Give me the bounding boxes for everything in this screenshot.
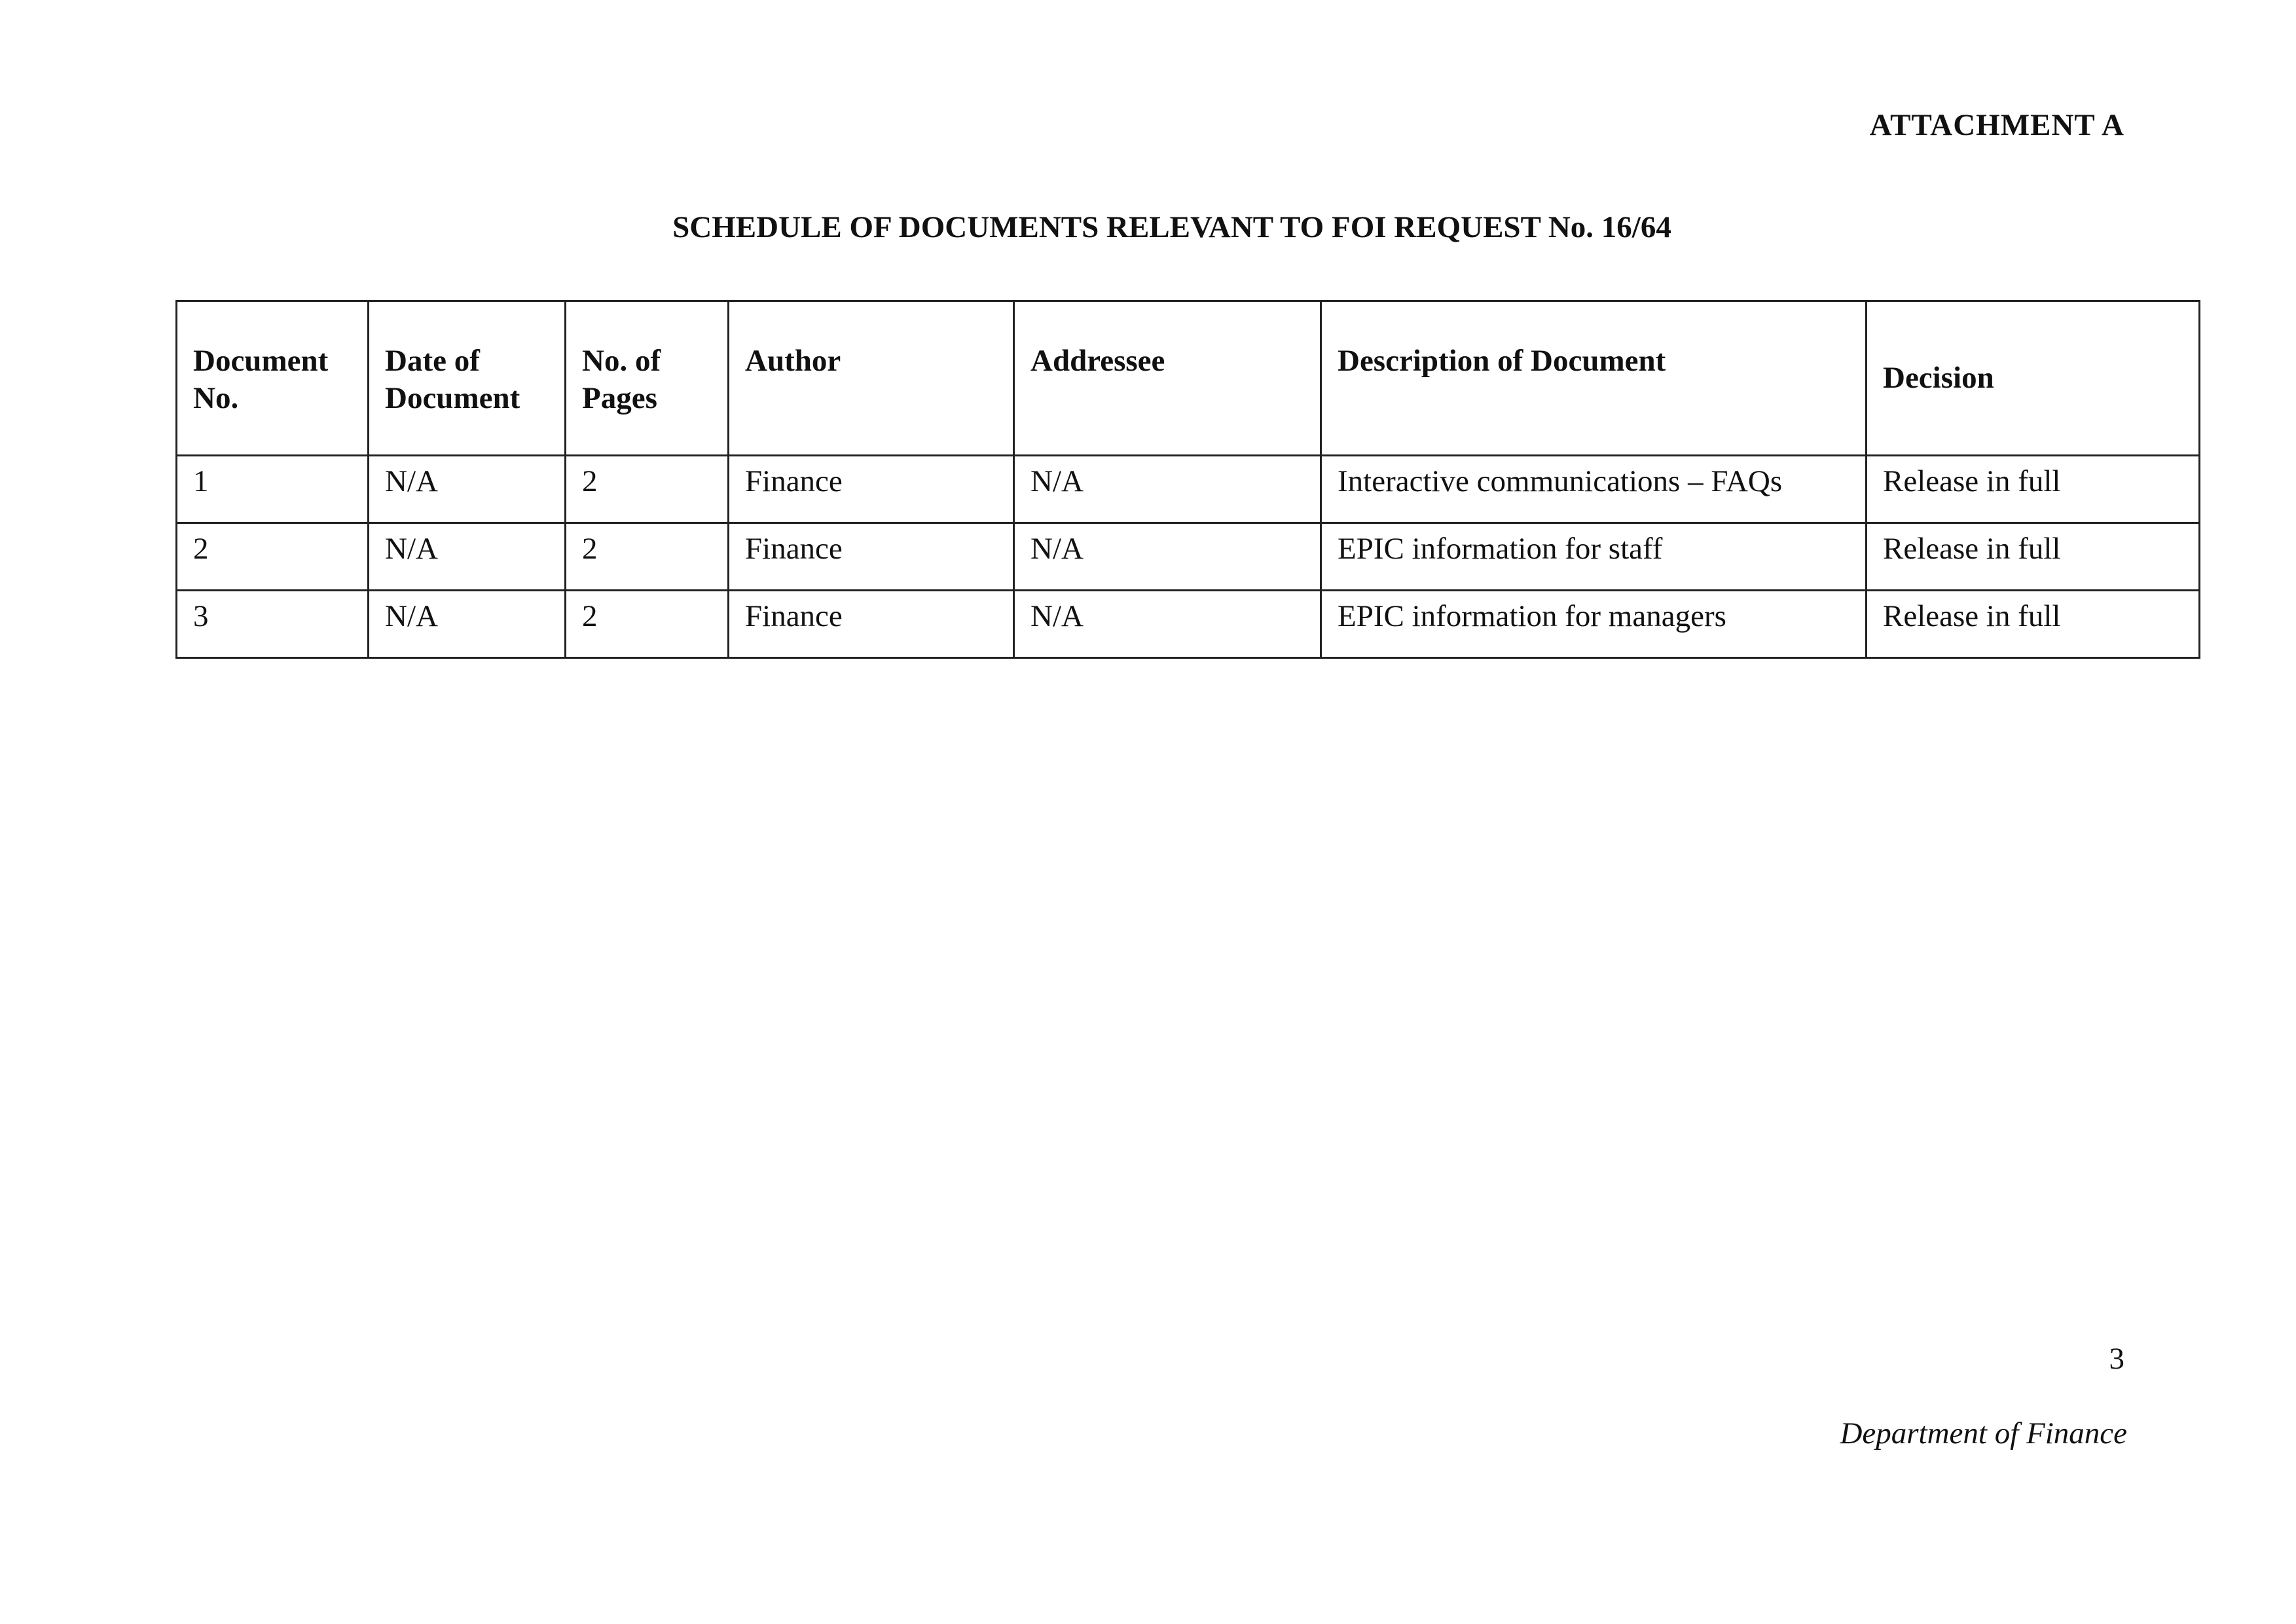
column-header-description: Description of Document xyxy=(1321,301,1867,456)
cell-decision: Release in full xyxy=(1867,591,2200,658)
cell-addressee: N/A xyxy=(1014,523,1321,591)
cell-pages: 2 xyxy=(566,456,729,523)
cell-description: Interactive communications – FAQs xyxy=(1321,456,1867,523)
department-footer: Department of Finance xyxy=(1840,1416,2127,1450)
cell-description: EPIC information for managers xyxy=(1321,591,1867,658)
cell-decision: Release in full xyxy=(1867,523,2200,591)
page-number: 3 xyxy=(2109,1342,2124,1376)
column-header-date-of-document: Date of Document xyxy=(369,301,566,456)
cell-author: Finance xyxy=(729,523,1014,591)
cell-author: Finance xyxy=(729,591,1014,658)
table-row xyxy=(177,456,2200,523)
cell-date: N/A xyxy=(369,456,566,523)
cell-pages: 2 xyxy=(566,523,729,591)
cell-decision: Release in full xyxy=(1867,456,2200,523)
cell-date: N/A xyxy=(369,591,566,658)
column-header-no-of-pages: No. of Pages xyxy=(566,301,729,456)
cell-description: EPIC information for staff xyxy=(1321,523,1867,591)
table-row xyxy=(177,591,2200,658)
column-header-decision: Decision xyxy=(1867,301,2200,456)
document-title: SCHEDULE OF DOCUMENTS RELEVANT TO FOI REQUEST No. 16/64 xyxy=(672,210,1671,244)
attachment-label: ATTACHMENT A xyxy=(1869,108,2124,142)
column-header-author: Author xyxy=(729,301,1014,456)
cell-date: N/A xyxy=(369,523,566,591)
cell-pages: 2 xyxy=(566,591,729,658)
column-header-addressee: Addressee xyxy=(1014,301,1321,456)
cell-addressee: N/A xyxy=(1014,456,1321,523)
cell-document-no: 3 xyxy=(177,591,369,658)
column-header-document-no: Document No. xyxy=(177,301,369,456)
cell-document-no: 1 xyxy=(177,456,369,523)
table-header-row xyxy=(177,301,2200,456)
documents-schedule-table xyxy=(175,300,2200,659)
cell-addressee: N/A xyxy=(1014,591,1321,658)
cell-document-no: 2 xyxy=(177,523,369,591)
table-row xyxy=(177,523,2200,591)
cell-author: Finance xyxy=(729,456,1014,523)
